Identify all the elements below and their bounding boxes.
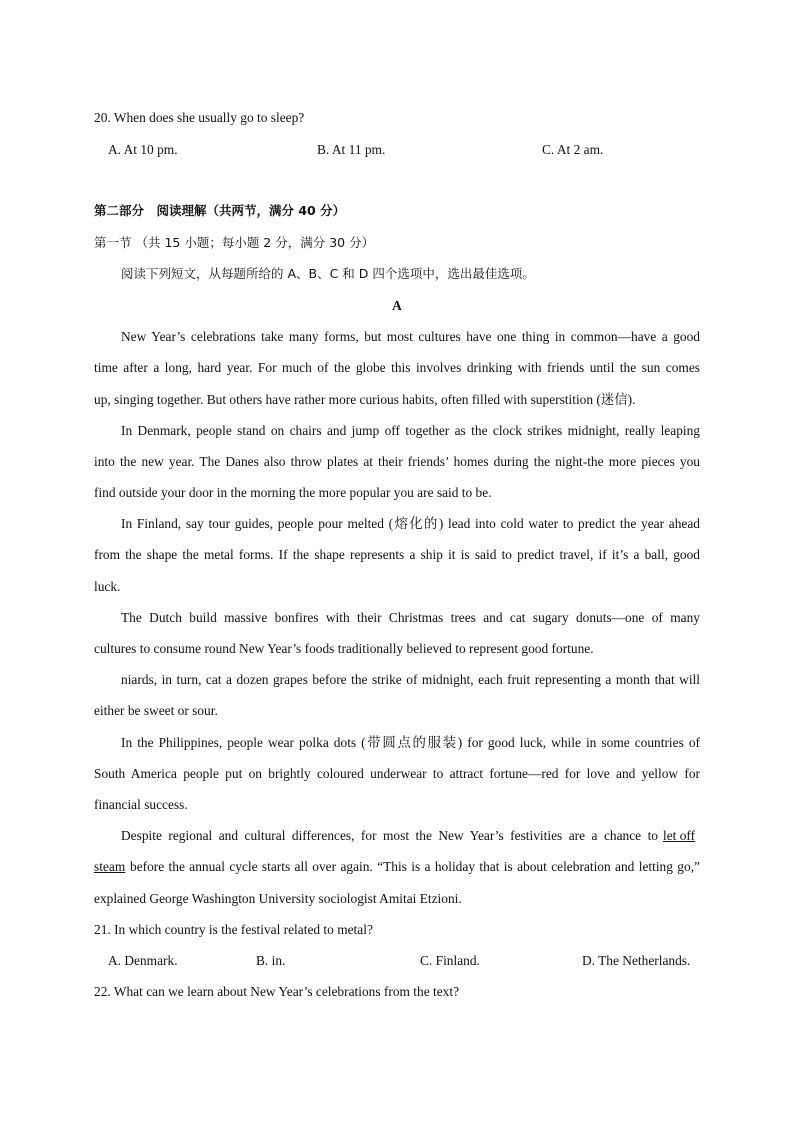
part2-heading: 第二部分 阅读理解（共两节，满分 40 分）	[94, 203, 346, 218]
passage-line: Despite regional and cultural differences, for most the New Year’s festivities are a chance to	[121, 828, 658, 843]
passage-line: explained George Washington University sociologist Amitai Etzioni.	[94, 891, 462, 906]
passage-line: luck.	[94, 579, 121, 594]
passage-line: South America people put on brightly coloured underwear to attract fortune—red for love and yellow for	[94, 766, 700, 781]
q20-option-c: C. At 2 am.	[542, 142, 604, 157]
instruction: 阅读下列短文，从每题所给的 A、B、C 和 D 四个选项中，选出最佳选项。	[121, 266, 535, 281]
q20-option-a: A. At 10 pm.	[108, 142, 178, 157]
question-20: 20. When does she usually go to sleep?	[94, 110, 305, 125]
passage-line: time after a long, hard year. For much of the globe this involves drinking with friends until the sun comes	[94, 360, 700, 375]
passage-line: from the shape the metal forms. If the shape represents a ship it is said to predict travel, if it’s a ball, good	[94, 547, 700, 562]
underlined-phrase: steam	[94, 859, 126, 874]
passage-line: niards, in turn, cat a dozen grapes before the strike of midnight, each fruit representing a month that will	[121, 672, 700, 687]
q21-option-a: A. Denmark.	[108, 953, 178, 968]
q21-option-d: D. The Netherlands.	[582, 953, 691, 968]
passage-line: In Finland, say tour guides, people pour melted (熔化的) lead into cold water to predict the year ahead	[121, 516, 700, 531]
q21-option-c: C. Finland.	[420, 953, 480, 968]
passage-line: financial success.	[94, 797, 188, 812]
passage-line: up, singing together. But others have rather more curious habits, often filled with superstition (迷信).	[94, 392, 636, 407]
passage-line: In the Philippines, people wear polka dots (带圆点的服装) for good luck, while in some countries of	[121, 735, 700, 750]
question-22: 22. What can we learn about New Year’s celebrations from the text?	[94, 984, 460, 999]
passage-line: cultures to consume round New Year’s foods traditionally believed to represent good fortune.	[94, 641, 594, 656]
passage-title: A	[392, 298, 402, 313]
passage-line: before the annual cycle starts all over again. “This is a holiday that is about celebration and letting go,”	[130, 859, 700, 874]
section1-heading: 第一节 （共 15 小题；每小题 2 分，满分 30 分）	[94, 235, 375, 250]
passage-line: find outside your door in the morning the more popular you are said to be.	[94, 485, 492, 500]
q21-option-b: B. in.	[256, 953, 286, 968]
q20-option-b: B. At 11 pm.	[317, 142, 386, 157]
passage-line: The Dutch build massive bonfires with their Christmas trees and cat sugary donuts—one of many	[121, 610, 700, 625]
question-21: 21. In which country is the festival related to metal?	[94, 922, 373, 937]
passage-line: either be sweet or sour.	[94, 703, 218, 718]
passage-line: into the new year. The Danes also throw plates at their friends’ homes during the night-the more pieces you	[94, 454, 700, 469]
passage-line: New Year’s celebrations take many forms, but most cultures have one thing in common—have a good	[121, 329, 700, 344]
underlined-phrase: let off	[663, 828, 696, 843]
passage-line: In Denmark, people stand on chairs and jump off together as the clock strikes midnight, really leaping	[121, 423, 700, 438]
